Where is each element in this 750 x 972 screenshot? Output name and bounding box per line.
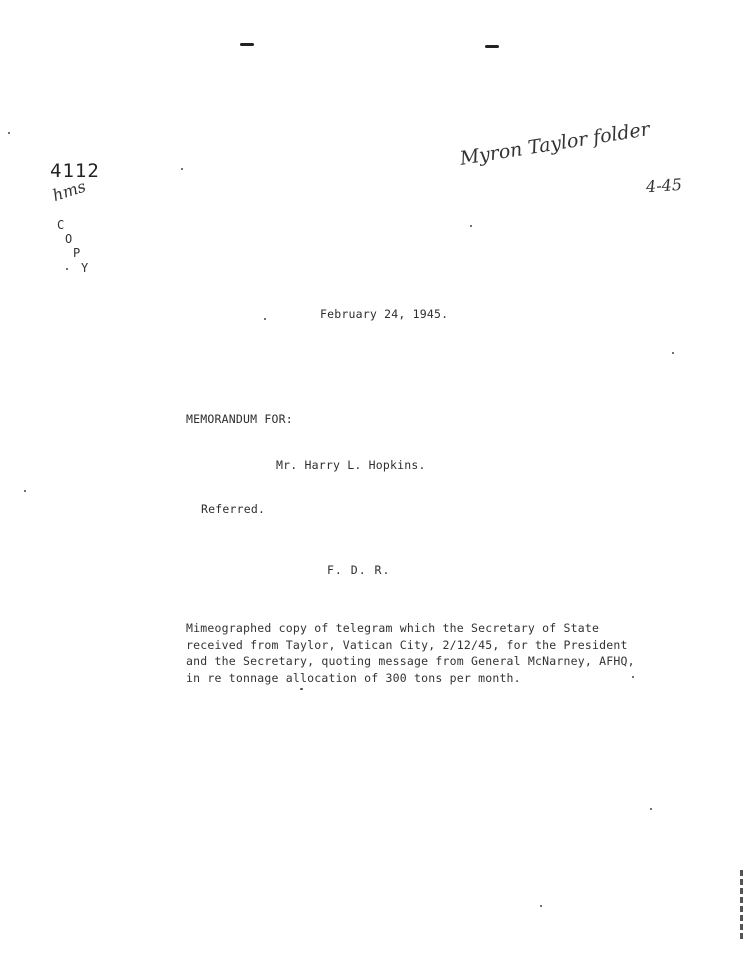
memo-action: Referred.	[201, 502, 266, 516]
scan-speck	[650, 808, 652, 810]
description-line-2: received from Taylor, Vatican City, 2/12/45, for the President	[186, 637, 628, 652]
handwritten-folder-date: 4-45	[645, 174, 683, 197]
description-line-3: and the Secretary, quoting message from General McNarney, AFHQ,	[186, 654, 635, 668]
scan-mark-left	[240, 43, 254, 46]
copy-letter-o: O	[65, 232, 73, 246]
scan-speck	[470, 225, 472, 227]
description-line-4: in re tonnage allocation of 300 tons per month.	[186, 670, 521, 685]
scan-edge-mark	[740, 870, 743, 942]
copy-letter-p: P	[73, 246, 81, 260]
memo-addressee: Mr. Harry L. Hopkins.	[276, 458, 426, 472]
handwritten-initials: hms	[50, 176, 89, 205]
description-paragraph	[186, 620, 635, 686]
description-line-1: Mimeographed copy of telegram which the Secretary of State	[186, 621, 600, 635]
memo-signature: F. D. R.	[327, 563, 391, 577]
memo-date: February 24, 1945.	[320, 307, 449, 321]
document-number: 4112	[50, 160, 100, 182]
scan-speck	[66, 268, 68, 270]
scan-speck	[8, 132, 10, 134]
scan-mark-right	[485, 45, 499, 48]
scan-speck	[540, 905, 542, 907]
scan-speck	[24, 490, 26, 492]
copy-letter-c: C	[57, 218, 65, 232]
scan-speck	[264, 318, 266, 320]
memo-heading: MEMORANDUM FOR:	[186, 412, 293, 426]
scan-speck	[181, 168, 183, 170]
scan-speck	[672, 352, 674, 354]
copy-letter-y: Y	[81, 261, 89, 275]
scan-speck	[300, 688, 303, 690]
handwritten-folder-note: Myron Taylor folder	[458, 118, 652, 170]
